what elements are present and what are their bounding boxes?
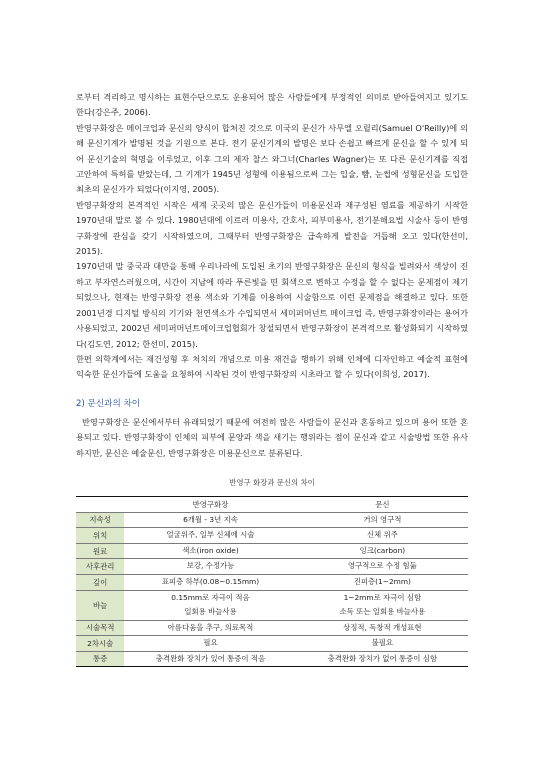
table-row-label: 지속성	[76, 512, 124, 528]
table-row	[76, 636, 468, 652]
table-cell-line: 표피층 하부(0.08~0.15mm)	[161, 576, 260, 586]
table-cell-line: 충격완화 장치가 없어 통증이 심함	[327, 653, 438, 663]
table-cell-line: 필요	[203, 638, 218, 648]
table-cell-semi-permanent	[124, 559, 296, 575]
table-row	[76, 512, 468, 528]
table-cell-line: 0.15mm로 자극이 적음	[171, 592, 250, 602]
table-cell-tattoo	[297, 512, 468, 528]
table-row	[76, 528, 468, 544]
table-cell-tattoo	[297, 636, 468, 652]
table-row	[76, 620, 468, 636]
table-row	[76, 651, 468, 667]
table-cell-line: 보강, 수정가능	[186, 561, 235, 571]
table-cell-tattoo	[297, 590, 468, 620]
table-cell-line: 색소(iron oxide)	[182, 545, 239, 555]
table-row-label: 위치	[76, 528, 124, 544]
section-heading: 2) 문신과의 차이	[76, 398, 141, 409]
table-row-label: 사후관리	[76, 559, 124, 575]
document-page	[76, 90, 468, 667]
section-paragraph: 반영구화장은 문신에서부터 유래되었기 때문에 여전히 많은 사람들이 문신과 혼동하고 있으며 용어 또한 혼용되고 있다. 반영구화장이 인체의 피부에 문양과 색을 새기는 행위라는 점이 문신과 같고 시술방법 또한 유사하지만, 문신은 예술문신, 반영구화장은 미용문신으로 분류된다.	[76, 416, 468, 458]
table-row-label: 깊이	[76, 574, 124, 590]
table-cell-tattoo	[297, 559, 468, 575]
table-header-row	[76, 496, 468, 512]
paragraph-1: 로부터 격리하고 명시하는 표현수단으로도 운용되어 많은 사람들에게 부정적인 의미로 받아들여지고 있기도 한다(강은주, 2006).	[76, 92, 468, 118]
table-row-label: 원료	[76, 543, 124, 559]
table-cell-semi-permanent	[124, 574, 296, 590]
table-cell-line: 거의 영구적	[363, 514, 402, 524]
table-row-label: 시술목적	[76, 620, 124, 636]
table-cell-tattoo	[297, 651, 468, 667]
table-cell-semi-permanent	[124, 543, 296, 559]
table-row	[76, 574, 468, 590]
table-row	[76, 559, 468, 575]
table-cell-line: 1~2mm로 자극이 심함	[343, 592, 422, 602]
table-cell-semi-permanent	[124, 512, 296, 528]
paragraph-3: 반영구화장의 본격적인 시작은 세계 곳곳의 많은 문신가들이 미용문신과 재구성된 염료를 제공하기 시작한 1970년대 말로 볼 수 있다. 1980년대에 이르러 미용사, 간호사, 피부미용사, 전기분해요법 시술사 등이 반영구화장에 관심을 갖기 시작하였으며, 그때부터 반영구화장은 급속하게 발전을 거듭해 오고 있다(한선미, 2015).	[76, 199, 468, 257]
table-cell-semi-permanent	[124, 620, 296, 636]
table-cell-line: 상징적, 독창적 개성표현	[343, 622, 422, 632]
table-caption: 반영구 화장과 문신의 차이	[229, 477, 315, 487]
table-cell-tattoo	[297, 543, 468, 559]
paragraph-4: 1970년대 말 중국과 대만을 통해 우리나라에 도입된 초기의 반영구화장은 문신의 형식을 빌려와서 색상이 진하고 부자연스러웠으며, 시간이 지남에 따라 푸른빛을 띤 회색으로 변하고 수정을 할 수 없다는 문제점이 제기되었으나, 현재는 반영구화장 전용 색소와 기계를 이용하여 시술함으로 이런 문제점을 해결하고 있다. 또한 2001년경 디지털 방식의 기기와 천연색소가 수입되면서 세미퍼머넌트 메이크업 즉, 반영구화장이라는 용어가 사용되었고, 2002년 세미퍼머넌트메이크업협회가 창설되면서 반영구화장이 본격적으로 활성화되기 시작하였다(김도연, 2012; 한선미, 2015).	[76, 261, 468, 349]
comparison-table	[76, 496, 468, 667]
table-cell-tattoo	[297, 620, 468, 636]
table-row	[76, 543, 468, 559]
table-cell-line: 불필요	[371, 638, 394, 648]
table-cell-semi-permanent	[124, 636, 296, 652]
table-header-empty	[76, 496, 124, 512]
paragraph-5: 한편 의학계에서는 재건성형 후 처치의 개념으로 미용 재건을 행하기 위해 인체에 디자인하고 예술적 표현에 익숙한 문신가들에 도움을 요청하여 시작된 것이 반영구화장의 시초라고 할 수 있다(이희성, 2017).	[76, 353, 468, 380]
table-row-label: 2차시술	[76, 636, 124, 652]
table-row-label: 통증	[76, 651, 124, 667]
table-cell-line: 영구적으로 수정 힘듦	[347, 561, 417, 571]
table-cell-semi-permanent	[124, 528, 296, 544]
table-cell-tattoo	[297, 528, 468, 544]
paragraph-2: 반영구화장은 메이크업과 문신의 양식이 합쳐진 것으로 미국의 문신가 사무엘 오릴리(Samuel O'Reilly)에 의해 문신기계가 발명된 것을 기원으로 본다. 전기 문신기계의 발명은 보다 손쉽고 빠르게 문신을 할 수 있게 되어 문신기술의 혁명을 이루었고, 이후 그의 제자 찰스 와그너(Charles Wagner)는 또 다른 문신기계를 직접 고안하여 특허를 받았는데, 그 기계가 1945년 성형에 이용됨으로써 그는 입술, 뺨, 눈썹에 성형문신을 도입한 최초의 문신가가 되었다(이지영, 2005).	[76, 122, 468, 195]
table-cell-semi-permanent	[124, 651, 296, 667]
table-cell-line: 6개월 - 3년 지속	[183, 514, 238, 524]
table-cell-semi-permanent	[124, 590, 296, 620]
table-cell-tattoo	[297, 574, 468, 590]
table-header-tattoo: 문신	[297, 496, 468, 512]
table-cell-line: 소독 또는 일회용 바늘사용	[339, 607, 426, 616]
table-cell-line: 신체 위주	[366, 530, 398, 540]
table-row	[76, 590, 468, 620]
table-cell-line: 충격완화 장치가 있어 통증이 적음	[155, 653, 266, 663]
table-cell-line: 아름다움을 추구, 의료목적	[167, 622, 254, 632]
table-row-label: 바늘	[76, 590, 124, 620]
table-cell-line: 진피층(1~2mm)	[353, 576, 411, 586]
table-cell-line: 일회용 바늘사용	[184, 607, 237, 616]
table-cell-line: 잉크(carbon)	[359, 545, 406, 555]
table-header-semi-permanent: 반영구화장	[124, 496, 296, 512]
table-cell-line: 얼굴위주, 일부 신체에 시술	[166, 530, 255, 540]
